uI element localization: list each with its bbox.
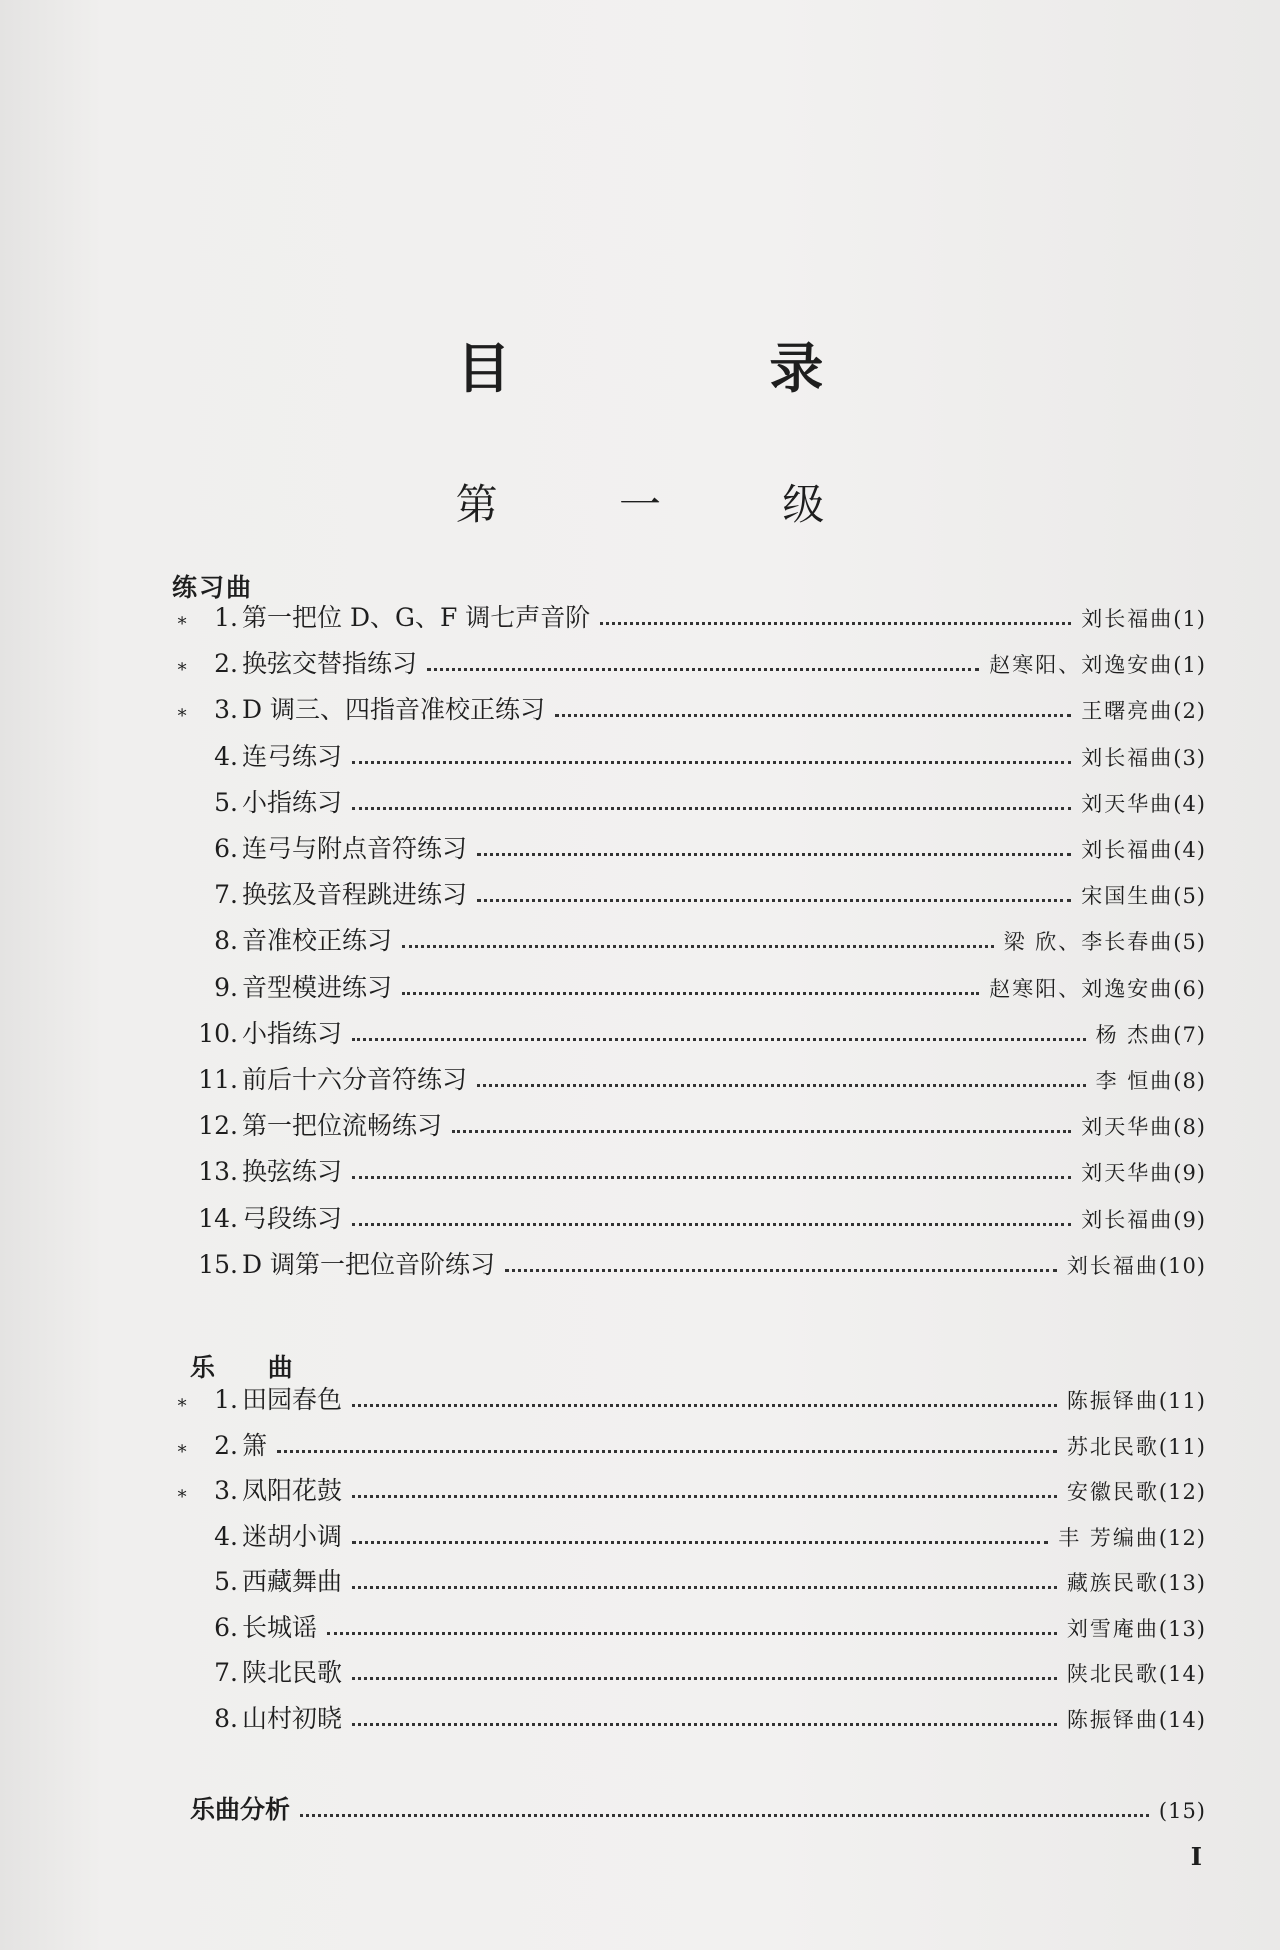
- entry-page-number: (11): [1158, 1389, 1206, 1413]
- page-folio: I: [1190, 1842, 1202, 1871]
- entry-author: 刘长福曲: [1081, 745, 1174, 770]
- entry-page-number: (13): [1158, 1616, 1206, 1641]
- toc-entry[interactable]: [176, 1060, 1206, 1100]
- entry-page-number: (1): [1173, 607, 1206, 631]
- entry-author: 王曙亮曲: [1081, 699, 1174, 724]
- entry-title: D 调第一把位音阶练习: [242, 1249, 495, 1279]
- entry-number: 4.: [214, 1521, 238, 1551]
- entry-page-number: (1): [1173, 653, 1206, 678]
- toc-entry[interactable]: [176, 968, 1206, 1008]
- entry-page-number: (7): [1173, 1022, 1206, 1047]
- entry-number: 6.: [214, 834, 238, 863]
- toc-entry[interactable]: [176, 1426, 1206, 1466]
- entry-title: 小指练习: [242, 1018, 343, 1048]
- entry-author: 陕北民歌: [1066, 1662, 1159, 1686]
- entry-title: 换弦及音程跳进练习: [242, 880, 468, 910]
- asterisk-mark: ∗: [176, 1483, 189, 1504]
- leader-dots: [402, 991, 979, 995]
- entry-title: 西藏舞曲: [242, 1567, 343, 1596]
- entry-author: 刘天华曲: [1081, 1115, 1174, 1140]
- entry-page-number: (5): [1173, 930, 1206, 955]
- leader-dots: [600, 621, 1071, 625]
- entry-number: 13.: [198, 1157, 238, 1187]
- entry-page-number: (6): [1173, 976, 1206, 1001]
- toc-entry[interactable]: [176, 737, 1206, 777]
- toc-entry[interactable]: [176, 1471, 1206, 1511]
- leader-dots: [352, 1722, 1057, 1726]
- entry-author: 刘长福曲: [1081, 607, 1174, 631]
- toc-entry[interactable]: [176, 1152, 1206, 1192]
- entry-author: 宋国生曲: [1081, 884, 1174, 909]
- entry-title: 音型模进练习: [242, 972, 393, 1002]
- entry-number: 5.: [214, 787, 238, 817]
- leader-dots: [352, 806, 1071, 810]
- entry-title: 迷胡小调: [242, 1521, 343, 1551]
- toc-entry[interactable]: [176, 1245, 1206, 1285]
- entry-author: 安徽民歌: [1066, 1480, 1159, 1504]
- toc-entry[interactable]: [176, 783, 1206, 823]
- entry-author: 刘雪庵曲: [1066, 1616, 1159, 1641]
- entry-page-number: (4): [1173, 791, 1206, 816]
- toc-entry[interactable]: [176, 921, 1206, 961]
- section-heading-pieces: 乐 曲: [190, 1353, 315, 1382]
- leader-dots: [427, 667, 979, 671]
- entry-page-number: (13): [1158, 1571, 1206, 1595]
- entry-number: 12.: [198, 1111, 238, 1141]
- entry-number: 15.: [198, 1249, 238, 1279]
- leader-dots: [277, 1449, 1057, 1453]
- leader-dots: [352, 1222, 1071, 1226]
- toc-entry[interactable]: [176, 875, 1206, 915]
- entry-page-number: (8): [1173, 1115, 1206, 1140]
- entry-title: 山村初晓: [242, 1703, 343, 1733]
- entry-author: 刘长福曲: [1081, 1207, 1174, 1232]
- entry-number: 7.: [214, 1658, 238, 1687]
- leader-dots: [327, 1631, 1057, 1635]
- entry-number: 14.: [198, 1203, 238, 1233]
- entry-title: 第一把位流畅练习: [242, 1111, 443, 1141]
- entry-title: 弓段练习: [242, 1203, 343, 1233]
- entry-title: 小指练习: [242, 787, 343, 817]
- entry-number: 2.: [214, 1430, 238, 1460]
- entry-number: 6.: [214, 1612, 238, 1642]
- toc-entry[interactable]: [176, 1380, 1206, 1420]
- entry-title: 凤阳花鼓: [242, 1476, 343, 1505]
- entry-page-number: (12): [1158, 1525, 1206, 1550]
- toc-entry[interactable]: [176, 1562, 1206, 1602]
- entry-page-number: (9): [1173, 1161, 1206, 1186]
- entry-author: 藏族民歌: [1066, 1571, 1159, 1595]
- asterisk-mark: ∗: [176, 610, 189, 631]
- asterisk-mark: ∗: [176, 656, 189, 678]
- entry-page-number: (10): [1158, 1253, 1206, 1278]
- asterisk-mark: ∗: [176, 702, 189, 724]
- entry-title: 第一把位 D、G、F 调七声音阶: [242, 603, 591, 632]
- toc-entry[interactable]: [176, 1653, 1206, 1693]
- entry-number: 10.: [198, 1018, 238, 1048]
- entry-title: 换弦练习: [242, 1157, 343, 1187]
- toc-entry[interactable]: [176, 1014, 1206, 1054]
- toc-entry[interactable]: [176, 1106, 1206, 1146]
- asterisk-mark: ∗: [176, 1437, 189, 1459]
- entry-page-number: (14): [1158, 1662, 1206, 1686]
- entry-author: 陈振铎曲: [1066, 1389, 1159, 1413]
- entry-page-number: (4): [1173, 838, 1206, 862]
- toc-entry[interactable]: [176, 829, 1206, 869]
- leader-dots: [352, 1494, 1057, 1498]
- leader-dots: [352, 1037, 1086, 1041]
- entry-author: 陈振铎曲: [1066, 1707, 1159, 1732]
- leader-dots: [477, 1083, 1086, 1087]
- entry-number: 8.: [214, 926, 238, 956]
- entry-author: 丰 芳编曲: [1058, 1525, 1159, 1550]
- entry-author: 杨 杰曲: [1095, 1022, 1174, 1047]
- entry-number: 1.: [214, 1385, 238, 1414]
- leader-dots: [352, 760, 1071, 764]
- analysis-entry[interactable]: [190, 1790, 1206, 1830]
- entry-author: 刘天华曲: [1081, 1161, 1174, 1186]
- entry-number: 5.: [214, 1567, 238, 1596]
- entry-number: 3.: [214, 1476, 238, 1505]
- entry-title: 连弓练习: [242, 741, 343, 771]
- leader-dots: [352, 1676, 1057, 1680]
- entry-title: D 调三、四指音准校正练习: [242, 695, 545, 725]
- entry-number: 3.: [214, 695, 238, 725]
- entry-page-number: (8): [1173, 1069, 1206, 1093]
- toc-entry[interactable]: [176, 1699, 1206, 1739]
- entry-author: 刘天华曲: [1081, 791, 1174, 816]
- analysis-page-number: (15): [1158, 1799, 1206, 1823]
- leader-dots: [452, 1129, 1071, 1133]
- entry-number: 2.: [214, 649, 238, 679]
- entry-page-number: (14): [1158, 1707, 1206, 1732]
- leader-dots: [300, 1813, 1149, 1817]
- leader-dots: [555, 713, 1071, 717]
- entry-number: 1.: [214, 603, 238, 632]
- asterisk-mark: ∗: [176, 1392, 189, 1413]
- toc-entry[interactable]: [176, 1608, 1206, 1648]
- entry-title: 连弓与附点音符练习: [242, 834, 468, 863]
- entry-title: 换弦交替指练习: [242, 649, 418, 679]
- entry-title: 田园春色: [242, 1385, 343, 1414]
- entry-number: 11.: [198, 1065, 238, 1094]
- toc-entry[interactable]: [176, 1199, 1206, 1239]
- level-heading: 第 一 级: [455, 480, 879, 529]
- entry-author: 刘长福曲: [1081, 838, 1174, 862]
- entry-page-number: (3): [1173, 745, 1206, 770]
- leader-dots: [477, 898, 1071, 902]
- entry-page-number: (2): [1173, 699, 1206, 724]
- entry-page-number: (11): [1158, 1434, 1206, 1459]
- leader-dots: [352, 1540, 1048, 1544]
- entry-title: 音准校正练习: [242, 926, 393, 956]
- entry-number: 4.: [214, 741, 238, 771]
- entry-author: 李 恒曲: [1095, 1069, 1174, 1093]
- toc-entry[interactable]: [176, 1517, 1206, 1557]
- entry-title: 箫: [242, 1430, 268, 1460]
- entry-title: 前后十六分音符练习: [242, 1065, 468, 1094]
- page-title: 目 录: [456, 337, 944, 400]
- leader-dots: [352, 1585, 1057, 1589]
- entry-number: 8.: [214, 1703, 238, 1733]
- entry-number: 9.: [214, 972, 238, 1002]
- leader-dots: [402, 944, 994, 948]
- analysis-title: 乐曲分析: [190, 1795, 291, 1824]
- entry-author: 梁 欣、李长春曲: [1003, 930, 1174, 955]
- entry-page-number: (9): [1173, 1207, 1206, 1232]
- entry-number: 7.: [214, 880, 238, 910]
- entry-author: 赵寒阳、刘逸安曲: [989, 976, 1174, 1001]
- section-heading-exercises: 练习曲: [172, 573, 254, 602]
- entry-page-number: (12): [1158, 1480, 1206, 1504]
- leader-dots: [505, 1268, 1057, 1272]
- entry-author: 刘长福曲: [1066, 1253, 1159, 1278]
- entry-title: 长城谣: [242, 1612, 318, 1642]
- entry-title: 陕北民歌: [242, 1658, 343, 1687]
- toc-entry[interactable]: [176, 644, 1206, 684]
- toc-entry[interactable]: [176, 598, 1206, 638]
- entry-author: 苏北民歌: [1066, 1434, 1159, 1459]
- entry-author: 赵寒阳、刘逸安曲: [989, 653, 1174, 678]
- leader-dots: [352, 1403, 1057, 1407]
- entry-page-number: (5): [1173, 884, 1206, 909]
- leader-dots: [352, 1175, 1071, 1179]
- leader-dots: [477, 852, 1071, 856]
- toc-entry[interactable]: [176, 690, 1206, 730]
